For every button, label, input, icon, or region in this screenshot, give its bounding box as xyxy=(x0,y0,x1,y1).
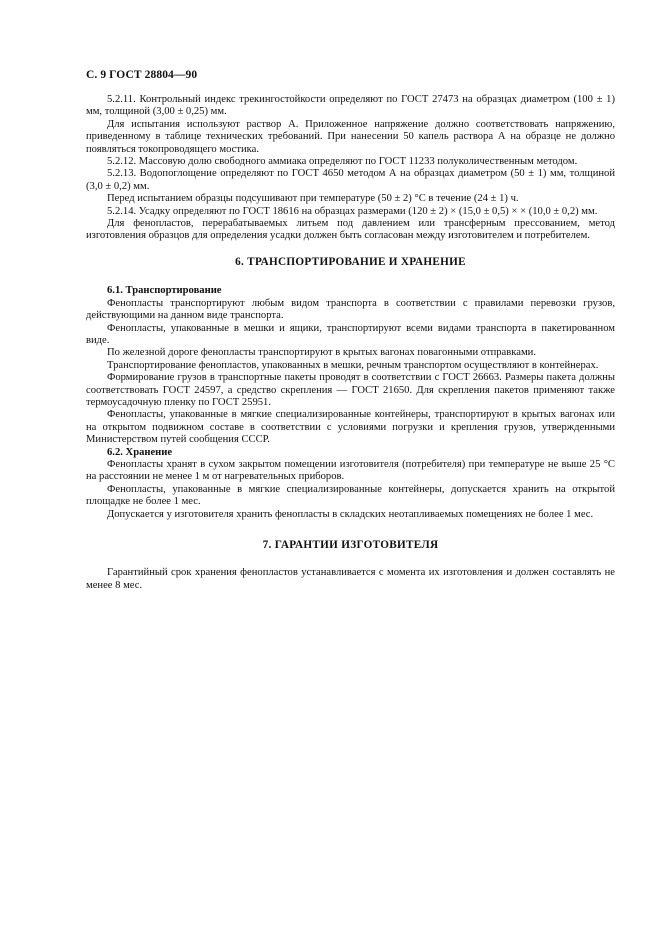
paragraph: По железной дороге фенопласты транспортируют в крытых вагонах повагонными отправками. xyxy=(107,347,536,359)
paragraph: Формирование грузов в транспортные пакеты проводят в соответствии с ГОСТ 26663. Размеры пакета должны соответствовать ГОСТ 24597, а средство скрепления — ГОСТ 21650. Для скрепления пакетов применяют также термоусадочную пленку по ГОСТ 25951. xyxy=(86,372,615,408)
section-7-title: 7. ГАРАНТИИ ИЗГОТОВИТЕЛЯ xyxy=(262,539,439,551)
page-header: С. 9 ГОСТ 28804—90 xyxy=(86,69,198,81)
paragraph: 5.2.11. Контрольный индекс трекингостойкости определяют по ГОСТ 27473 на образцах диаметром (100 ± 1) мм, толщиной (3,00 ± 0,25) мм. xyxy=(86,94,615,118)
paragraph: 5.2.14. Усадку определяют по ГОСТ 18616 на образцах размерами (120 ± 2) × (15,0 ± 0,5) × × (10,0 ± 0,2) мм. xyxy=(107,205,598,217)
paragraph: Для фенопластов, перерабатываемых литьем под давлением или трансферным прессованием, метод изготовления образцов для определения усадки должен быть согласован между изготовителем и потребителем. xyxy=(86,218,615,242)
paragraph: 5.2.13. Водопоглощение определяют по ГОСТ 4650 методом А на образцах диаметром (50 ± 1) мм, толщиной (3,0 ± 0,2) мм. xyxy=(86,168,615,192)
section-6-title: 6. ТРАНСПОРТИРОВАНИЕ И ХРАНЕНИЕ xyxy=(235,255,466,268)
paragraph: Фенопласты, упакованные в мягкие специализированные контейнеры, допускается хранить на открытой площадке не более 1 мес. xyxy=(86,483,615,508)
paragraph: Гарантийный срок хранения фенопластов устанавливается с момента их изготовления и должен составлять не менее 8 мес. xyxy=(86,567,615,591)
subsection-6-2-title: 6.2. Хранение xyxy=(107,446,173,458)
paragraph: Фенопласты хранят в сухом закрытом помещении изготовителя (потребителя) при температуре не выше 25 °С на расстоянии не менее 1 м от нагревательных приборов. xyxy=(86,458,615,483)
subsection-6-1-title: 6.1. Транспортирование xyxy=(107,285,222,297)
paragraph: Фенопласты транспортируют любым видом транспорта в соответствии с правилами перевозки грузов, действующими на данном виде транспорта. xyxy=(86,297,615,322)
paragraph: Допускается у изготовителя хранить фенопласты в складских неотапливаемых помещениях не более 1 мес. xyxy=(107,508,594,520)
paragraph: Для испытания используют раствор А. Приложенное напряжение должно соответствовать напряжению, приведенному в таблице технических требований. При нанесении 50 капель раствора А на образце не должно появляться токопроводящего мостика. xyxy=(86,118,615,155)
paragraph: Перед испытанием образцы подсушивают при температуре (50 ± 2) °С в течение (24 ± 1) ч. xyxy=(107,193,519,205)
paragraph: Транспортирование фенопластов, упакованных в мешки, речным транспортом осуществляют в контейнерах. xyxy=(107,359,599,371)
document-body xyxy=(86,94,615,592)
paragraph: Фенопласты, упакованные в мягкие специализированные контейнеры, транспортируют в крытых вагонах или на открытом подвижном составе в соответствии с условиями погрузки и крепления грузов, утвержденными Министерством путей сообщения СССР. xyxy=(86,409,615,446)
paragraph: 5.2.12. Массовую долю свободного аммиака определяют по ГОСТ 11233 полуколичественным методом. xyxy=(107,156,578,168)
paragraph: Фенопласты, упакованные в мешки и ящики, транспортируют всеми видами транспорта в пакетированном виде. xyxy=(86,322,615,346)
